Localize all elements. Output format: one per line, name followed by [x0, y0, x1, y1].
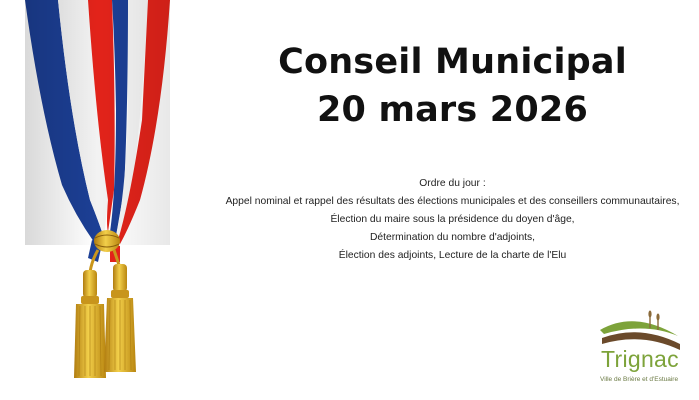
tricolor-sash-icon	[0, 0, 200, 400]
agenda	[225, 175, 680, 265]
agenda-heading: Ordre du jour :	[419, 178, 486, 189]
logo-tagline: Ville de Brière et d'Estuaire	[600, 376, 679, 383]
slide-title	[230, 38, 675, 134]
agenda-item: Élection du maire sous la présidence du doyen d'âge,	[330, 214, 575, 225]
agenda-item: Appel nominal et rappel des résultats des élections municipales et des conseillers communautaires,	[225, 196, 680, 207]
agenda-item: Élection des adjoints, Lecture de la charte de l'Elu	[338, 250, 567, 261]
title-line-1: Conseil Municipal	[278, 42, 627, 82]
logo-name: Trignac	[601, 346, 679, 372]
agenda-item: Détermination du nombre d'adjoints,	[369, 232, 536, 243]
title-line-2: 20 mars 2026	[316, 90, 589, 130]
